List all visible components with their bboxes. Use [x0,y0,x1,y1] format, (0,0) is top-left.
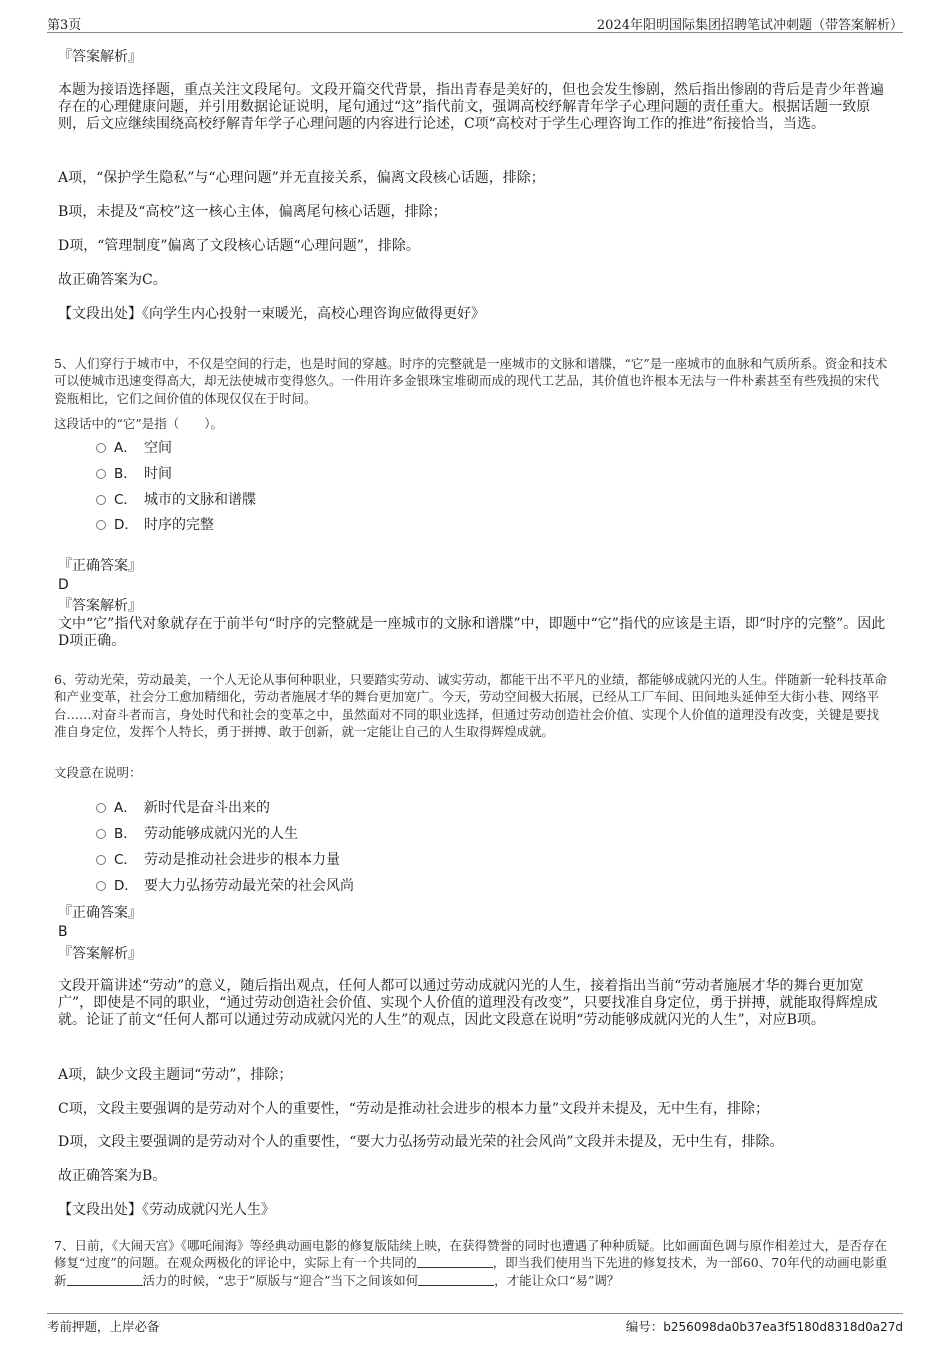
radio-icon[interactable] [96,855,106,865]
q6-conclusion: 故正确答案为B。 [58,1168,167,1184]
q5-option-a[interactable]: A． 空间 [96,439,172,457]
footer-code: 编号：b256098da0b37ea3f5180d8318d0a27d [625,1319,903,1334]
q6-answer: B [58,924,68,940]
q6-option-b[interactable]: B． 劳动能够成就闪光的人生 [96,825,298,843]
q6-option-a[interactable]: A． 新时代是奋斗出来的 [96,799,270,817]
q4-note-a: A项，“保护学生隐私”与“心理问题”并无直接关系，偏离文段核心话题，排除； [58,170,545,186]
q6-source: 【文段出处】《劳动成就闪光人生》 [58,1202,275,1218]
q5-option-d[interactable]: D． 时序的完整 [96,516,214,534]
radio-icon[interactable] [96,829,106,839]
radio-icon[interactable] [96,495,106,505]
q6-answer-heading: 『正确答案』 [58,905,142,921]
q4-conclusion: 故正确答案为C。 [58,272,167,288]
fill-blank-2[interactable] [67,1273,143,1286]
q4-note-b: B项，未提及“高校”这一核心主体，偏离尾句核心话题，排除； [58,204,447,220]
page-header [47,12,903,33]
footer-slogan: 考前押题，上岸必备 [47,1319,160,1334]
q6-question: 文段意在说明： [54,765,142,780]
q5-option-b[interactable]: B． 时间 [96,465,172,483]
q5-analysis-text: 文中“它”指代对象就存在于前半句“时序的完整就是一座城市的文脉和谱牒”中，即题中“它”指代的应该是主语，即“时序的完整”。因此D项正确。 [58,616,886,649]
q4-analysis-text: 本题为接语选择题，重点关注文段尾句。文段开篇交代背景，指出青春是美好的，但也会发生惨剧，然后指出惨剧的背后是青少年普遍存在的心理健康问题，并引用数据论证说明，尾句通过“这”指代前文，强调高校纾解青年学子心理问题的责任重大。根据话题一致原则，后文应继续围绕高校纾解青年学子心理问题的内容进行论述，C项“高校对于学生心理咨询工作的推进”衔接恰当，当选。 [58,82,884,132]
q6-option-d[interactable]: D． 要大力弘扬劳动最光荣的社会风尚 [96,877,354,895]
q5-analysis-heading: 『答案解析』 [58,598,142,614]
q6-note-a: A项，缺少文段主题词“劳动”，排除； [58,1067,293,1083]
q5-answer-heading: 『正确答案』 [58,558,142,574]
q5-question: 这段话中的“它”是指（ ）。 [54,416,224,431]
q4-analysis-heading: 『答案解析』 [58,49,142,65]
q6-note-d: D项，文段主要强调的是劳动对个人的重要性，“要大力弘扬劳动最光荣的社会风尚”文段并未提及，无中生有，排除。 [58,1134,784,1150]
q6-analysis-text: 文段开篇讲述“劳动”的意义，随后指出观点，任何人都可以通过劳动成就闪光的人生，接着指出当前“劳动者施展才华的舞台更加宽广”，即使是不同的职业，“通过劳动创造社会价值、实现个人价值的道理没有改变”，只要找准自身定位，勇于拼搏，就能取得辉煌成就。论证了前文“任何人都可以通过劳动成就闪光的人生”的观点，因此文段意在说明“劳动能够成就闪光的人生”，对应B项。 [58,978,878,1028]
q5-option-c[interactable]: C． 城市的文脉和谱牒 [96,491,256,509]
q4-source: 【文段出处】《向学生内心投射一束暖光，高校心理咨询应做得更好》 [58,306,485,322]
q5-answer: D [58,577,69,593]
q7-stem: 7、日前，《大闹天宫》《哪吒闹海》等经典动画电影的修复版陆续上映，在获得赞誉的同时也遭遇了种种质疑。比如画面色调与原作相差过大，是否存在修复“过度”的问题。在观众两极化的评论中，实际上有一个共同的 ，即当我们使用当下先进的修复技术，为一部60、70年代的动画电影重新 活力的时候，“忠于”原版与“迎合”当下之间该如何 ，才能让众口“易”调？ [54,1238,888,1288]
fill-blank-1[interactable] [417,1255,493,1268]
radio-icon[interactable] [96,520,106,530]
page-footer [47,1313,903,1334]
radio-icon[interactable] [96,443,106,453]
q5-stem: 5、人们穿行于城市中，不仅是空间的行走，也是时间的穿越。时序的完整就是一座城市的文脉和谱牒，“它”是一座城市的血脉和气质所系。资金和技术可以使城市迅速变得高大，却无法使城市变得悠久。一件用许多金银珠宝堆砌而成的现代工艺品，其价值也许根本无法与一件朴素甚至有些残损的宋代瓷瓶相比，它们之间价值的体现仅仅在于时间。 [54,356,888,406]
radio-icon[interactable] [96,469,106,479]
q6-stem: 6、劳动光荣，劳动最美，一个人无论从事何种职业，只要踏实劳动、诚实劳动，都能干出不平凡的业绩，都能够成就闪光的人生。伴随新一轮科技革命和产业变革，社会分工愈加精细化，劳动者施展才华的舞台更加宽广。今天，劳动空间极大拓展，已经从工厂车间、田间地头延伸至大街小巷、网络平台……对奋斗者而言，身处时代和社会的变革之中，虽然面对不同的职业选择，但通过劳动创造社会价值、实现个人价值的道理没有改变，关键是要找准自身定位，发挥个人特长，勇于拼搏、敢于创新，就一定能让自己的人生取得辉煌成就。 [54,672,887,739]
q6-option-c[interactable]: C． 劳动是推动社会进步的根本力量 [96,851,340,869]
q6-analysis-heading: 『答案解析』 [58,946,142,962]
document-title: 2024年阳明国际集团招聘笔试冲刺题（带答案解析） [596,18,903,33]
q4-note-d: D项，“管理制度”偏离了文段核心话题“心理问题”，排除。 [58,238,420,254]
q6-note-c: C项，文段主要强调的是劳动对个人的重要性，“劳动是推动社会进步的根本力量”文段并未提及，无中生有，排除； [58,1101,770,1117]
radio-icon[interactable] [96,881,106,891]
radio-icon[interactable] [96,803,106,813]
page-number: 第3页 [47,18,82,33]
fill-blank-3[interactable] [418,1273,494,1286]
